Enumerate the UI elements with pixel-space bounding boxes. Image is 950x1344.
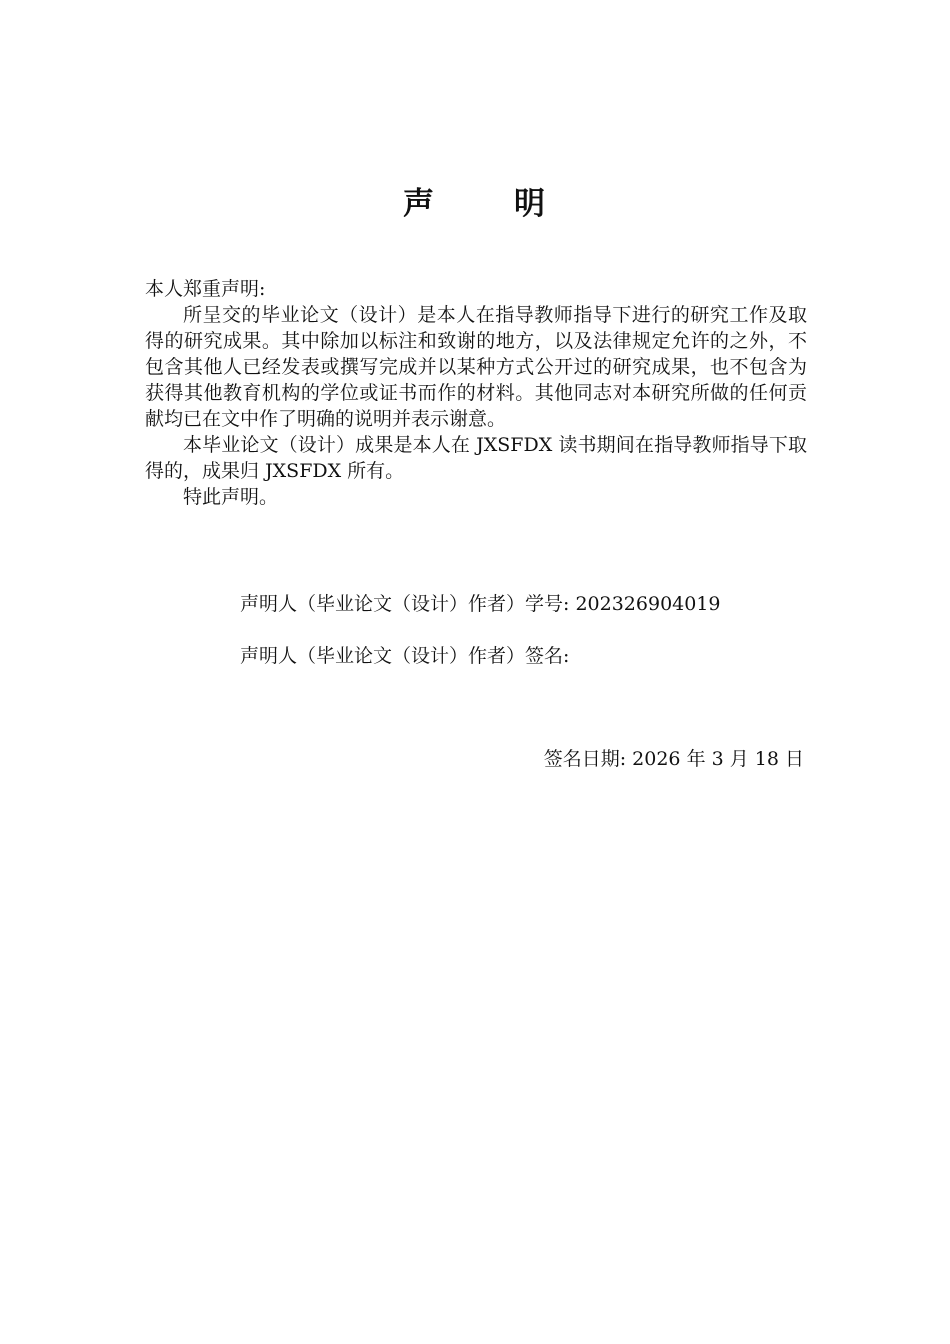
declaration-closing: 特此声明。 [183, 486, 279, 508]
sign-date-label: 签名日期: [543, 748, 627, 770]
declaration-opening: 本人郑重声明: [145, 278, 266, 300]
signature-line [240, 643, 569, 669]
declaration-body [145, 276, 807, 510]
page-title [0, 178, 950, 223]
declaration-paragraph-2: 本毕业论文（设计）成果是本人在 JXSFDX 读书期间在指导教师指导下取得的，成果归 JXSFDX 所有。 [145, 434, 807, 482]
sign-date-value: 2026 年 3 月 18 日 [632, 748, 804, 770]
title-char-1: 声 [403, 186, 436, 222]
student-id-value: 202326904019 [575, 593, 721, 615]
sign-date-line [544, 746, 804, 772]
student-id-label: 声明人（毕业论文（设计）作者）学号: [240, 593, 570, 615]
declaration-paragraph-1: 所呈交的毕业论文（设计）是本人在指导教师指导下进行的研究工作及取得的研究成果。其中除加以标注和致谢的地方，以及法律规定允许的之外，不包含其他人已经发表或撰写完成并以某种方式公开过的研究成果，也不包含为获得其他教育机构的学位或证书而作的材料。其他同志对本研究所做的任何贡献均已在文中作了明确的说明并表示谢意。 [145, 304, 807, 430]
signature-label: 声明人（毕业论文（设计）作者）签名: [240, 645, 570, 667]
title-char-2: 明 [514, 186, 547, 222]
student-id-line [240, 591, 721, 617]
